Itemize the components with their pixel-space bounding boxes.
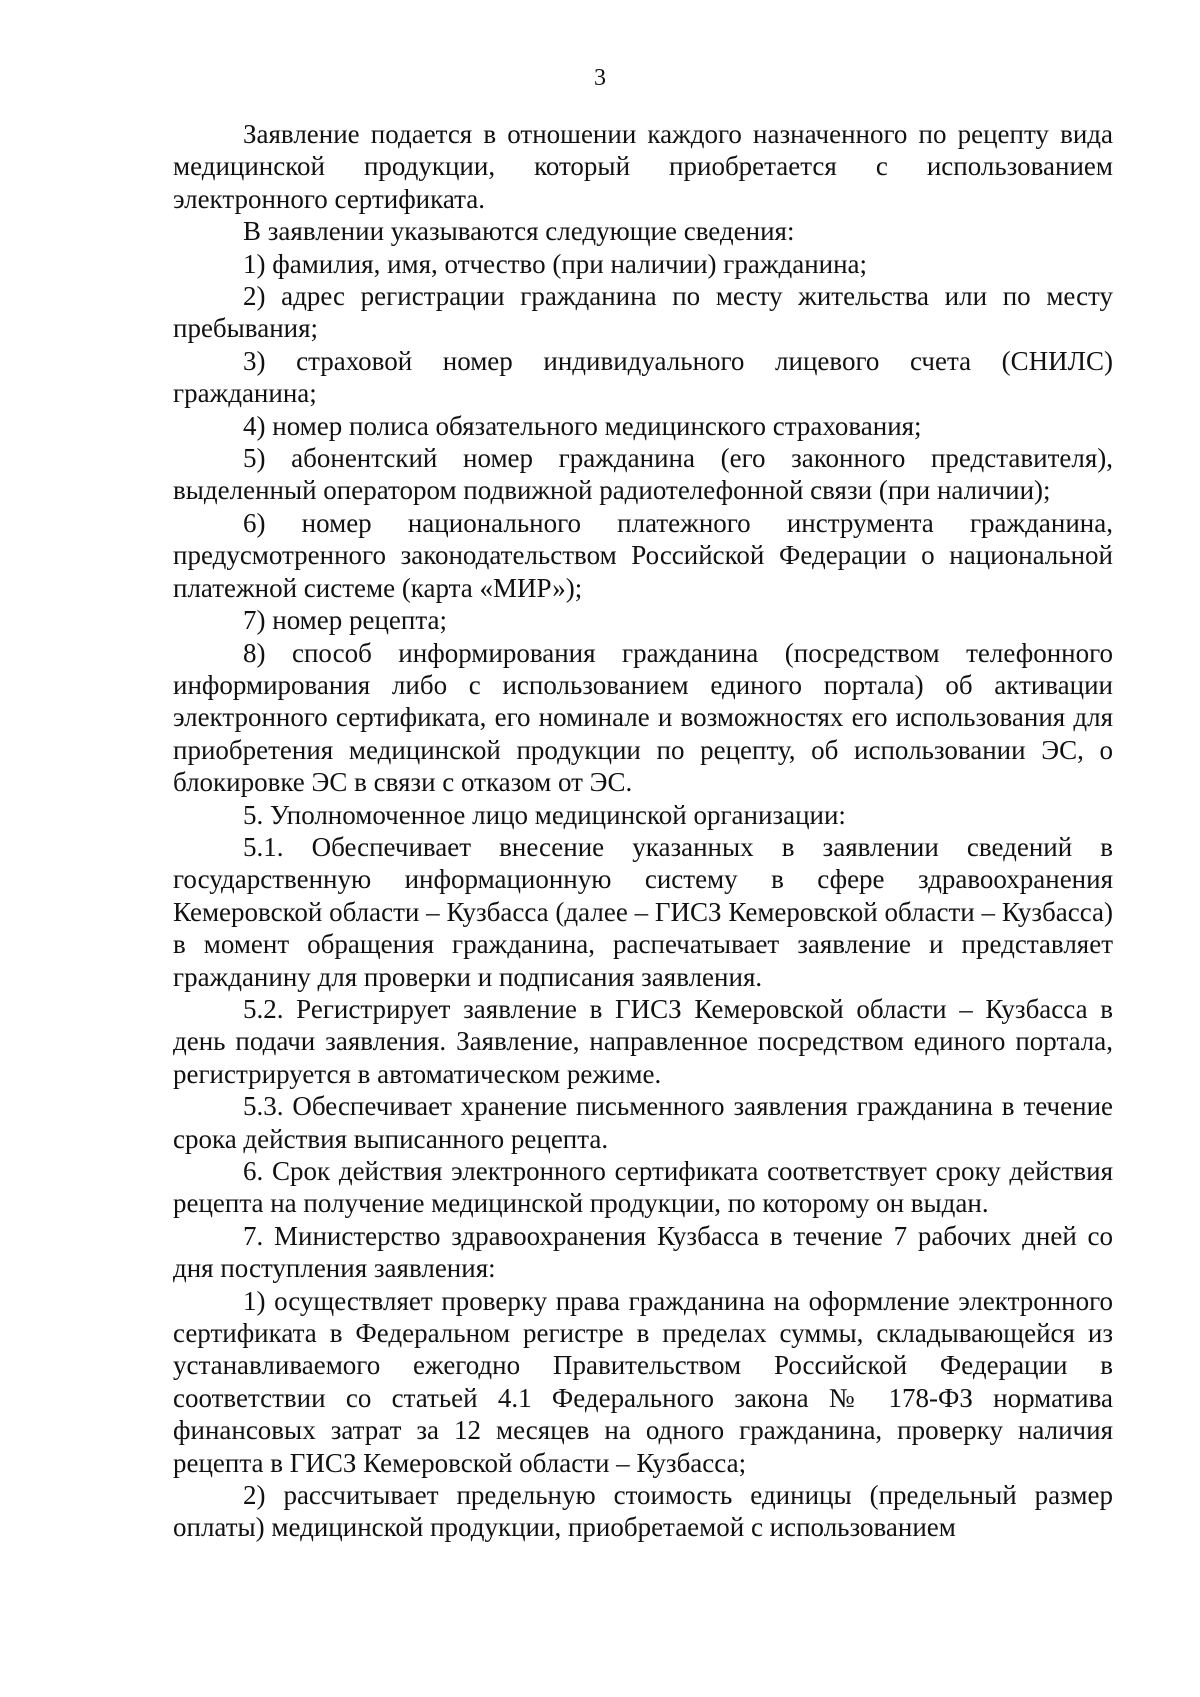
- section-5-heading: 5. Уполномоченное лицо медицинской организации:: [243, 799, 846, 830]
- list-item-1-full-name: 1) фамилия, имя, отчество (при наличии) гражданина;: [243, 248, 868, 279]
- section-5-3: 5.3. Обеспечивает хранение письменного заявления гражданина в течение срока действия выписанного рецепта.: [173, 1091, 1113, 1154]
- list-item-3-snils: 3) страховой номер индивидуального лицевого счета (СНИЛС) гражданина;: [173, 345, 1113, 409]
- list-item-6-payment-card: 6) номер национального платежного инструмента гражданина, предусмотренного законодательством Российской Федерации о национальной платежной системе (карта «МИР»);: [173, 507, 1113, 603]
- section-7-item-2: 2) рассчитывает предельную стоимость единицы (предельный размер оплаты) медицинской продукции, приобретаемой с использованием: [173, 1480, 1113, 1543]
- list-item-8-notification: 8) способ информирования гражданина (посредством телефонного информирования либо с использованием единого портала) об активации электронного сертификата, его номинале и возможностях его использования для приобретения медицинской продукции по рецепту, об использовании ЭС, о блокировке ЭС в связи с отказом от ЭС.: [173, 637, 1113, 798]
- section-7-heading: 7. Министерство здравоохранения Кузбасса в течение 7 рабочих дней со дня поступления заявления:: [173, 1220, 1113, 1284]
- paragraph-application-intro: Заявление подается в отношении каждого назначенного по рецепту вида медицинской продукции, который приобретается с использованием электронного сертификата.: [173, 119, 1113, 214]
- section-7-item-1: 1) осуществляет проверку права гражданина на оформление электронного сертификата в Федеральном регистре в пределах суммы, складывающейся из устанавливаемого ежегодно Правительством Российской Федерации в соответствии со статьей 4.1 Федерального закона № 178-ФЗ норматива финансовых затрат за 12 месяцев на одного гражданина, проверку наличия рецепта в ГИСЗ Кемеровской области – Кузбасса;: [173, 1285, 1113, 1478]
- list-item-2-address: 2) адрес регистрации гражданина по месту жительства или по месту пребывания;: [173, 281, 1113, 344]
- list-item-7-prescription: 7) номер рецепта;: [243, 605, 447, 636]
- section-5-1: 5.1. Обеспечивает внесение указанных в заявлении сведений в государственную информационную систему в сфере здравоохранения Кемеровской области – Кузбасса (далее – ГИСЗ Кемеровской области – Кузбасса) в момент обращения гражданина, распечатывает заявление и представляет гражданину для проверки и подписания заявления.: [173, 831, 1113, 992]
- document-body: [173, 118, 1113, 1544]
- list-item-4-policy: 4) номер полиса обязательного медицинского страхования;: [243, 410, 922, 441]
- section-6: 6. Срок действия электронного сертификата соответствует сроку действия рецепта на получение медицинской продукции, по которому он выдан.: [173, 1156, 1113, 1219]
- section-5-2: 5.2. Регистрирует заявление в ГИСЗ Кемеровской области – Кузбасса в день подачи заявления. Заявление, направленное посредством единого портала, регистрируется в автоматическом режиме.: [173, 993, 1113, 1089]
- list-item-5-phone: 5) абонентский номер гражданина (его законного представителя), выделенный оператором подвижной радиотелефонной связи (при наличии);: [173, 443, 1113, 506]
- paragraph-info-heading: В заявлении указываются следующие сведения:: [243, 216, 795, 247]
- page-number: 3: [594, 65, 606, 91]
